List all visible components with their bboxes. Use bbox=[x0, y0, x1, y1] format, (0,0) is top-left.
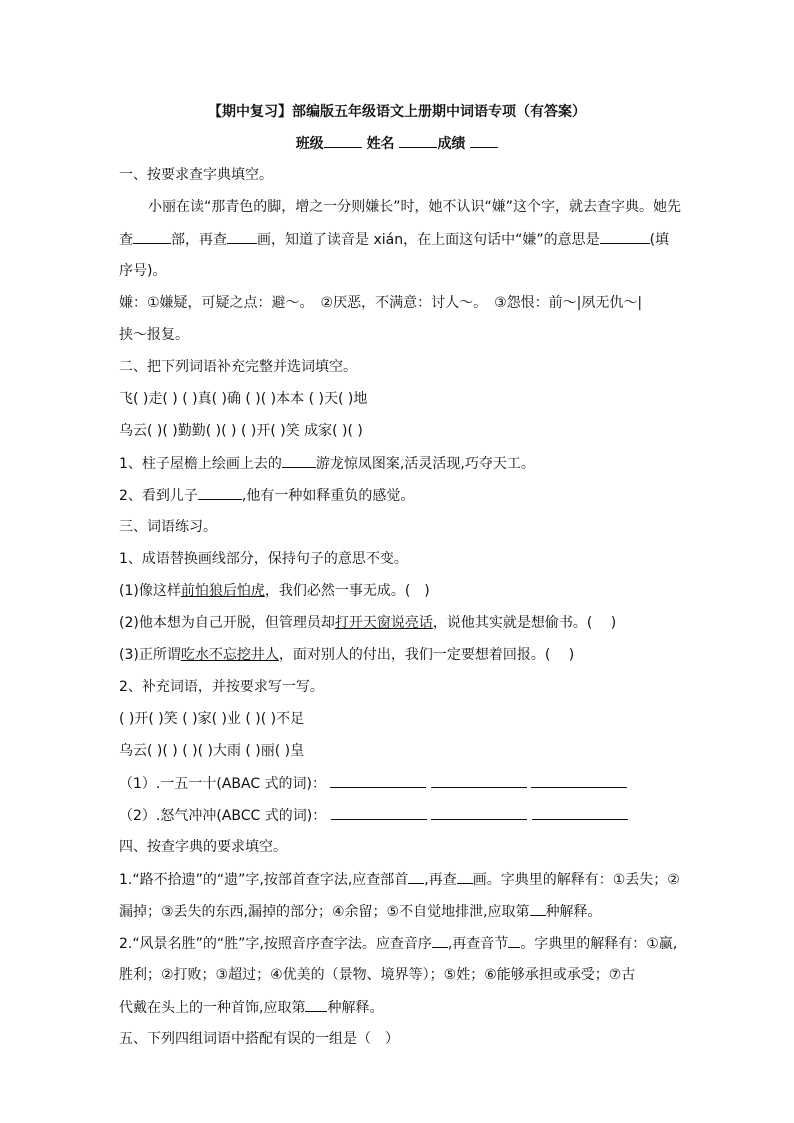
text: 部，再查 bbox=[171, 232, 227, 248]
text: 漏掉；③丢失的东西,漏掉的部分；④余留；⑤不自觉地排泄,应取第 bbox=[119, 904, 530, 920]
class-label: 班级 bbox=[295, 136, 324, 152]
dict-question-2-end bbox=[119, 997, 383, 1018]
text: 。字典里的解释有：①赢, bbox=[520, 936, 678, 952]
text: 画。字典里的解释有：①丢失；② bbox=[472, 872, 680, 888]
section-1-paragraph: 小丽在读“那青色的脚，增之一分则嫌长”时，她不认识“嫌”这个字，就去查字典。她先 bbox=[148, 199, 682, 215]
text: 游龙惊凤图案,活灵活现,巧夺天工。 bbox=[315, 456, 535, 472]
text: ，面对别人的付出，我们一定要想着回报。( ) bbox=[278, 647, 575, 663]
underlined-idiom: 打开天窗说亮话 bbox=[334, 615, 433, 631]
student-info-line bbox=[0, 133, 794, 153]
name-blank[interactable] bbox=[399, 133, 437, 148]
text: 2、看到儿子 bbox=[119, 488, 198, 504]
strokes-blank[interactable] bbox=[227, 229, 257, 244]
score-blank[interactable] bbox=[470, 133, 498, 148]
text: ,再查音节 bbox=[447, 936, 509, 952]
text: 2.“风景名胜”的“胜”字,按照音序查字法。应查音序 bbox=[119, 936, 432, 952]
meaning-blank[interactable] bbox=[600, 229, 650, 244]
answer-blank[interactable] bbox=[431, 805, 527, 820]
answer-blank[interactable] bbox=[198, 485, 242, 500]
section-1-line-3: 序号)。 bbox=[119, 263, 167, 279]
word-row-4: 乌云( )( ) ( )( )大雨 ( )丽( )皇 bbox=[119, 743, 305, 759]
section-1-line-2 bbox=[119, 229, 669, 250]
text: (1)像这样 bbox=[119, 583, 181, 599]
radical-blank[interactable] bbox=[133, 229, 171, 244]
section-5-heading: 五、下列四组词语中搭配有误的一组是（ ） bbox=[119, 1031, 399, 1047]
answer-blank[interactable] bbox=[305, 997, 327, 1012]
word-row-1: 飞( )走( ) ( )真( )确 ( )( )本本 ( )天( )地 bbox=[119, 391, 368, 407]
text: 1.“路不拾遗”的“遗”字,按部首查字法,应查部首 bbox=[119, 872, 409, 888]
section-3-heading: 三、词语练习。 bbox=[119, 519, 217, 535]
answer-blank[interactable] bbox=[432, 933, 448, 948]
text: ，我们必然一事无成。( ) bbox=[264, 583, 430, 599]
score-label: 成绩 bbox=[437, 136, 466, 152]
dict-question-2 bbox=[119, 933, 677, 954]
definitions-line-2: 挟～报复。 bbox=[119, 327, 189, 343]
text: (3)正所谓 bbox=[119, 647, 181, 663]
text: 1、柱子屋檐上绘画上去的 bbox=[119, 456, 282, 472]
text: （2）.怒气冲冲(ABCC 式的词)： bbox=[119, 808, 327, 824]
item-1 bbox=[119, 581, 430, 601]
item-2 bbox=[119, 613, 616, 633]
text: (2)他本想为自己开脱，但管理员却 bbox=[119, 615, 335, 631]
text: 种解释。 bbox=[545, 904, 602, 920]
answer-blank[interactable] bbox=[431, 773, 527, 788]
answer-blank[interactable] bbox=[531, 773, 627, 788]
dict-question-1 bbox=[119, 869, 680, 890]
word-row-3: ( )开( )笑 ( )家( )业 ( )( )不足 bbox=[119, 711, 305, 727]
answer-blank[interactable] bbox=[530, 901, 546, 916]
dict-question-2-cont: 胜利；②打败；③超过；④优美的（景物、境界等）；⑤姓；⑥能够承担或承受；⑦古 bbox=[119, 967, 636, 983]
section-1-heading: 一、按要求查字典填空。 bbox=[119, 167, 273, 183]
section-4-heading: 四、按查字典的要求填空。 bbox=[119, 839, 287, 855]
text: ,再查 bbox=[424, 872, 457, 888]
answer-blank[interactable] bbox=[508, 933, 520, 948]
underlined-idiom: 吃水不忘挖井人 bbox=[180, 647, 279, 663]
answer-blank[interactable] bbox=[408, 869, 424, 884]
fill-question-1 bbox=[119, 453, 535, 474]
answer-blank[interactable] bbox=[532, 805, 628, 820]
abac-row bbox=[119, 773, 627, 794]
task-1-instruction: 1、成语替换画线部分，保持句子的意思不变。 bbox=[119, 551, 408, 567]
task-2-instruction: 2、补充词语，并按要求写一写。 bbox=[119, 679, 324, 695]
answer-blank[interactable] bbox=[282, 453, 316, 468]
doc-title: 【期中复习】部编版五年级语文上册期中词语专项（有答案） bbox=[208, 104, 586, 120]
text: ，说他其实就是想偷书。( ) bbox=[432, 615, 617, 631]
text: (填 bbox=[649, 232, 670, 248]
text: 代戴在头上的一种首饰,应取第 bbox=[119, 1000, 306, 1016]
text: 查 bbox=[119, 232, 133, 248]
text: ,他有一种如释重负的感觉。 bbox=[241, 488, 415, 504]
abcc-row bbox=[119, 805, 628, 826]
text: 种解释。 bbox=[327, 1000, 384, 1016]
text: 画，知道了读音是 xián，在上面这句话中“嫌”的意思是 bbox=[257, 232, 600, 248]
definitions-line-1: 嫌：①嫌疑，可疑之点：避～。 ②厌恶，不满意：讨人～。 ③怨恨：前～|夙无仇～| bbox=[119, 295, 643, 311]
fill-question-2 bbox=[119, 485, 414, 506]
answer-blank[interactable] bbox=[330, 773, 426, 788]
item-3 bbox=[119, 645, 574, 665]
answer-blank[interactable] bbox=[457, 869, 473, 884]
answer-blank[interactable] bbox=[331, 805, 427, 820]
word-row-2: 乌云( )( )勤勤( )( ) ( )开( )笑 成家( )( ) bbox=[119, 423, 363, 439]
name-label: 姓名 bbox=[366, 136, 395, 152]
section-2-heading: 二、把下列词语补充完整并选词填空。 bbox=[119, 359, 357, 375]
text: （1）.一五一十(ABAC 式的词)： bbox=[119, 776, 327, 792]
underlined-idiom: 前怕狼后怕虎 bbox=[180, 583, 265, 599]
class-blank[interactable] bbox=[324, 133, 362, 148]
dict-question-1-cont bbox=[119, 901, 602, 922]
